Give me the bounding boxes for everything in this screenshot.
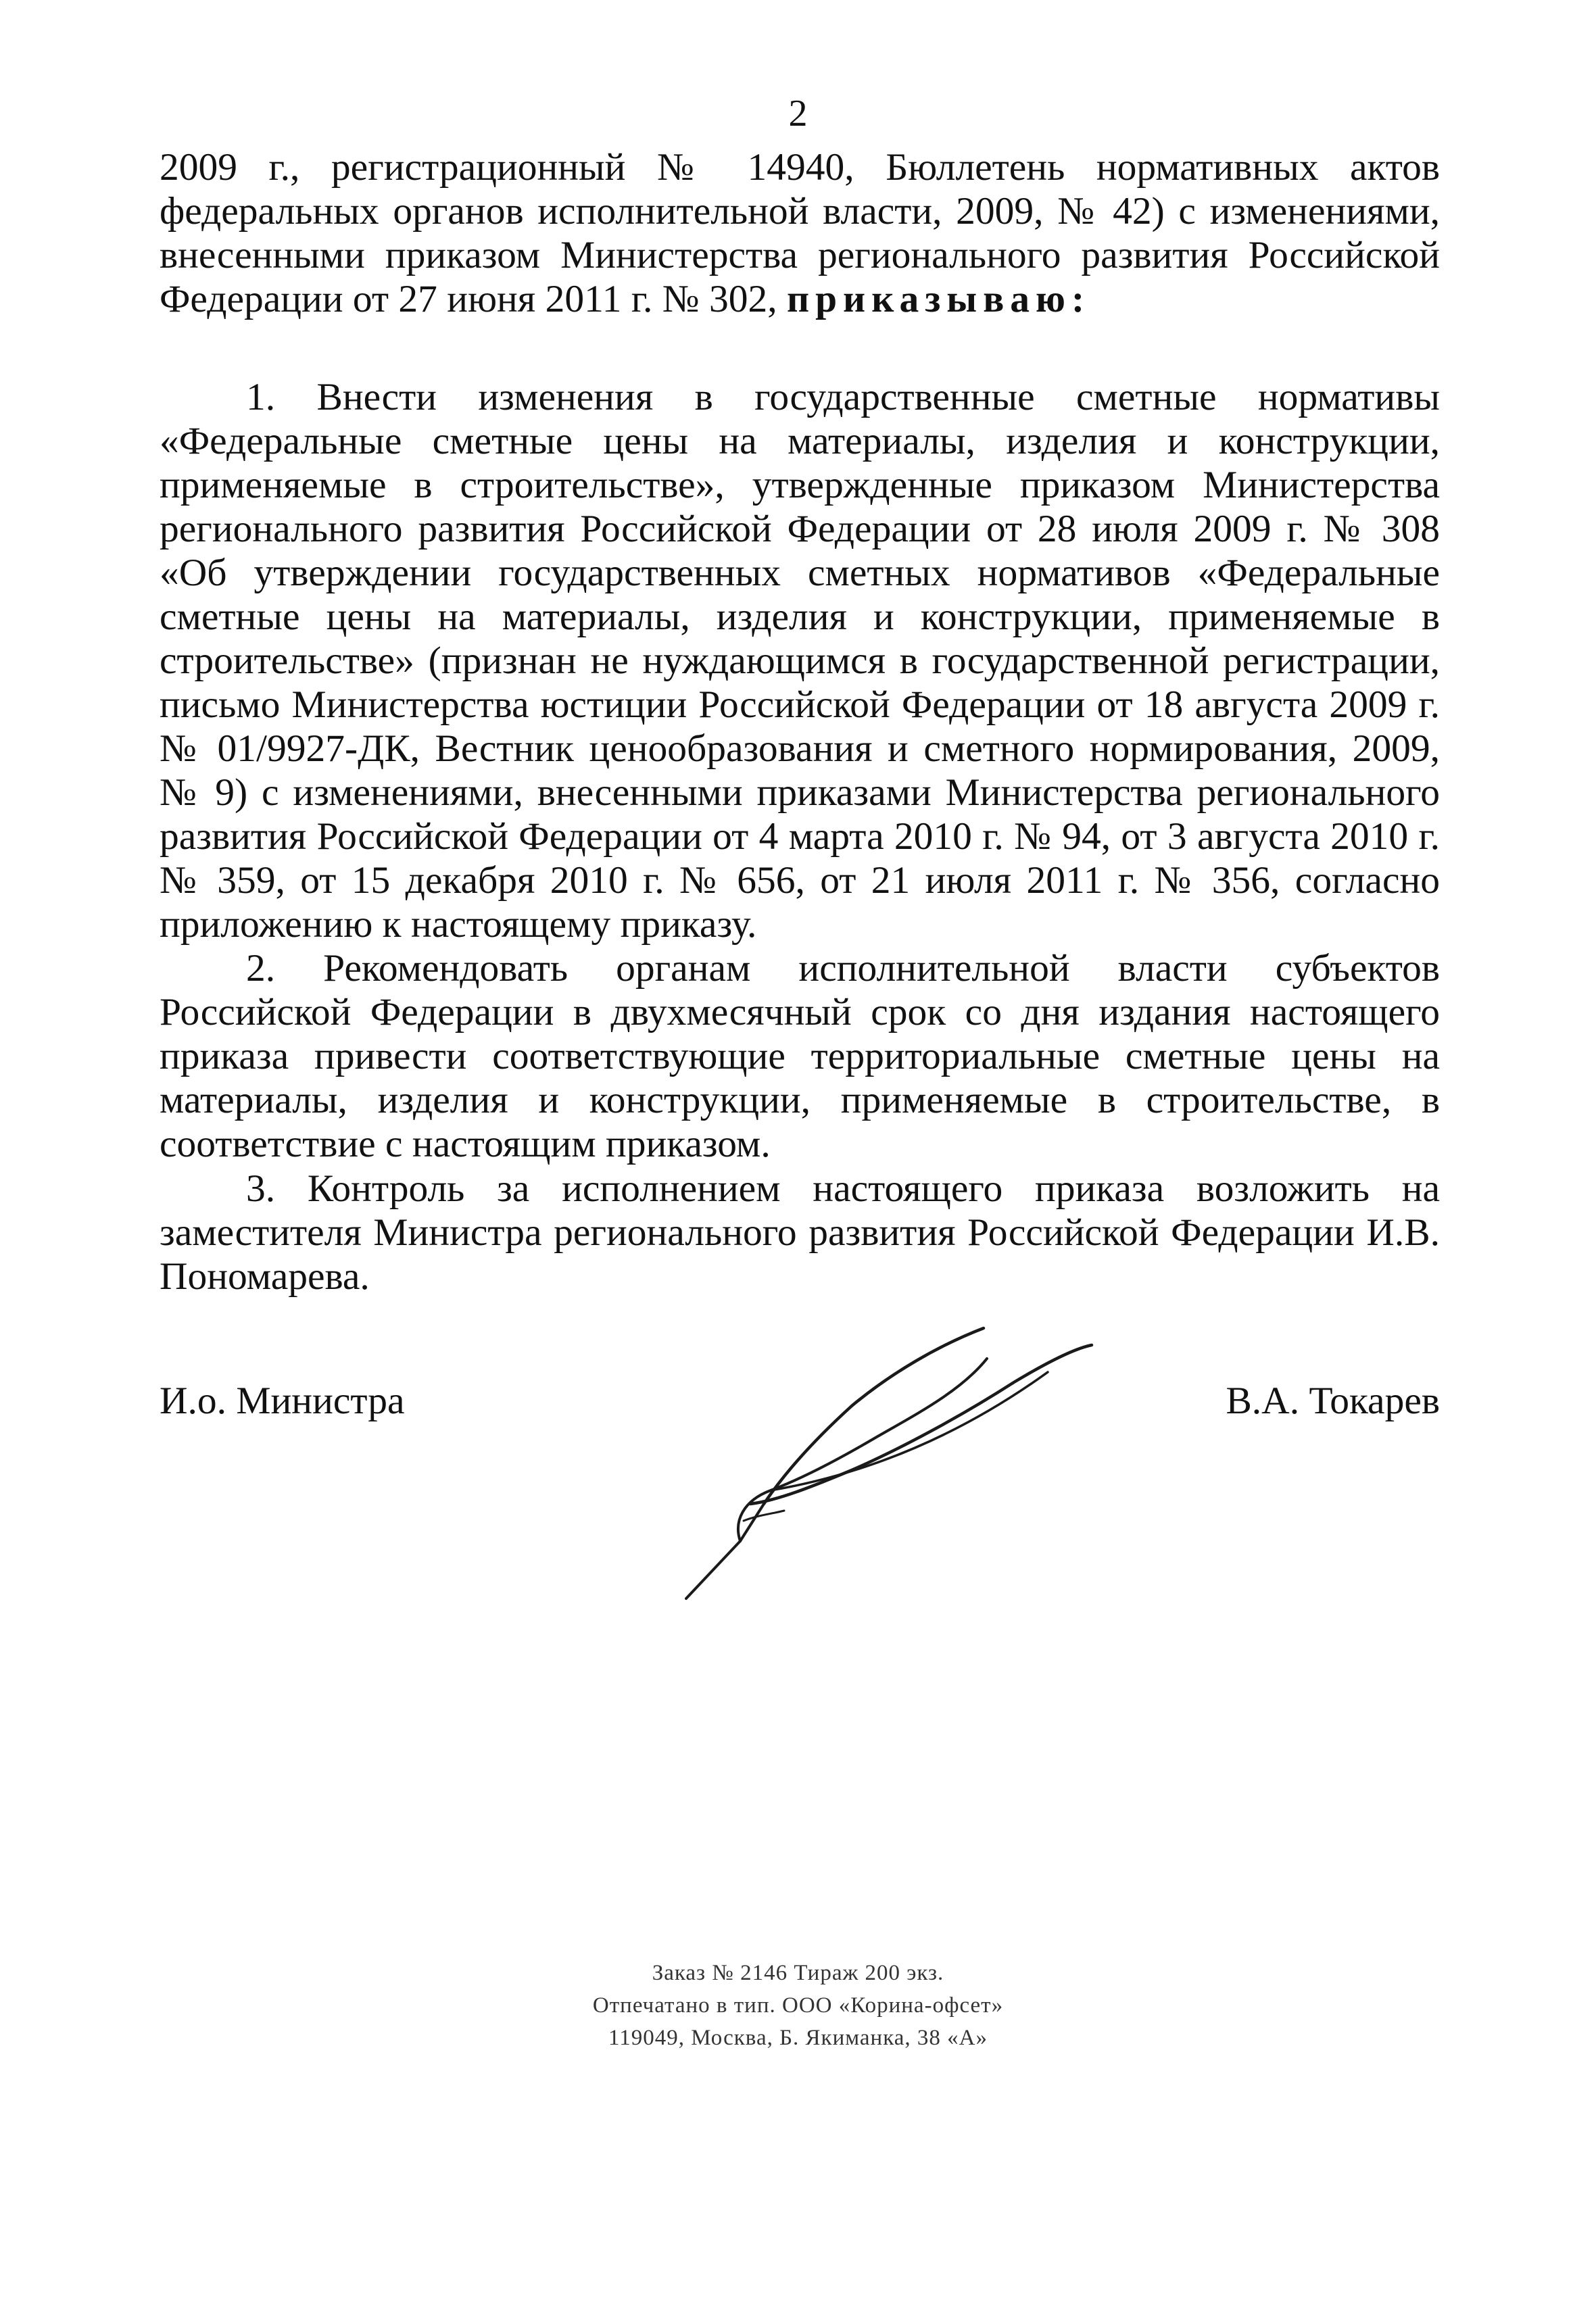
imprint-printer-line: Отпечатано в тип. ООО «Корина-офсет» <box>592 1993 1004 2018</box>
signatory-role: И.о. Министра <box>160 1380 405 1422</box>
order-keyword: приказываю: <box>786 278 1091 320</box>
imprint-order-line: Заказ № 2146 Тираж 200 экз. <box>652 1961 944 1985</box>
intro-paragraph-text: 2009 г., регистрационный № 14940, Бюллетень нормативных актов федеральных органов исполнительной власти, 2009, № 42) с изменениями, внесенными приказом Министерства регионального развития Российской Федерации от 27 июня 2011 г. № 302, <box>160 146 1440 320</box>
printing-imprint <box>0 1957 1596 2054</box>
page-number: 2 <box>788 93 808 135</box>
intro-paragraph <box>160 145 1440 321</box>
imprint-address-line: 119049, Москва, Б. Якиманка, 38 «А» <box>608 2026 988 2050</box>
signatory-name: В.А. Токарев <box>1226 1380 1440 1422</box>
handwritten-signature-icon <box>669 1318 1109 1602</box>
paragraph-2: 2. Рекомендовать органам исполнительной власти субъектов Российской Федерации в двухмесячный срок со дня издания настоящего приказа привести соответствующие территориальные сметные цены на материалы, изделия и конструкции, применяемые в строительстве, в соответствие с настоящим приказом. <box>160 947 1440 1165</box>
paragraph-1: 1. Внести изменения в государственные сметные нормативы «Федеральные сметные цены на материалы, изделия и конструкции, применяемые в строительстве», утвержденные приказом Министерства регионального развития Российской Федерации от 28 июля 2009 г. № 308 «Об утверждении государственных сметных нормативов «Федеральные сметные цены на материалы, изделия и конструкции, применяемые в строительстве» (признан не нуждающимся в государственной регистрации, письмо Министерства юстиции Российской Федерации от 18 августа 2009 г. № 01/9927-ДК, Вестник ценообразования и сметного нормирования, 2009, № 9) с изменениями, внесенными приказами Министерства регионального развития Российской Федерации от 4 марта 2010 г. № 94, от 3 августа 2010 г. № 359, от 15 декабря 2010 г. № 656, от 21 июля 2011 г. № 356, согласно приложению к настоящему приказу. <box>160 376 1440 946</box>
paragraph-3: 3. Контроль за исполнением настоящего приказа возложить на заместителя Министра регионального развития Российской Федерации И.В. Пономарева. <box>160 1167 1440 1298</box>
